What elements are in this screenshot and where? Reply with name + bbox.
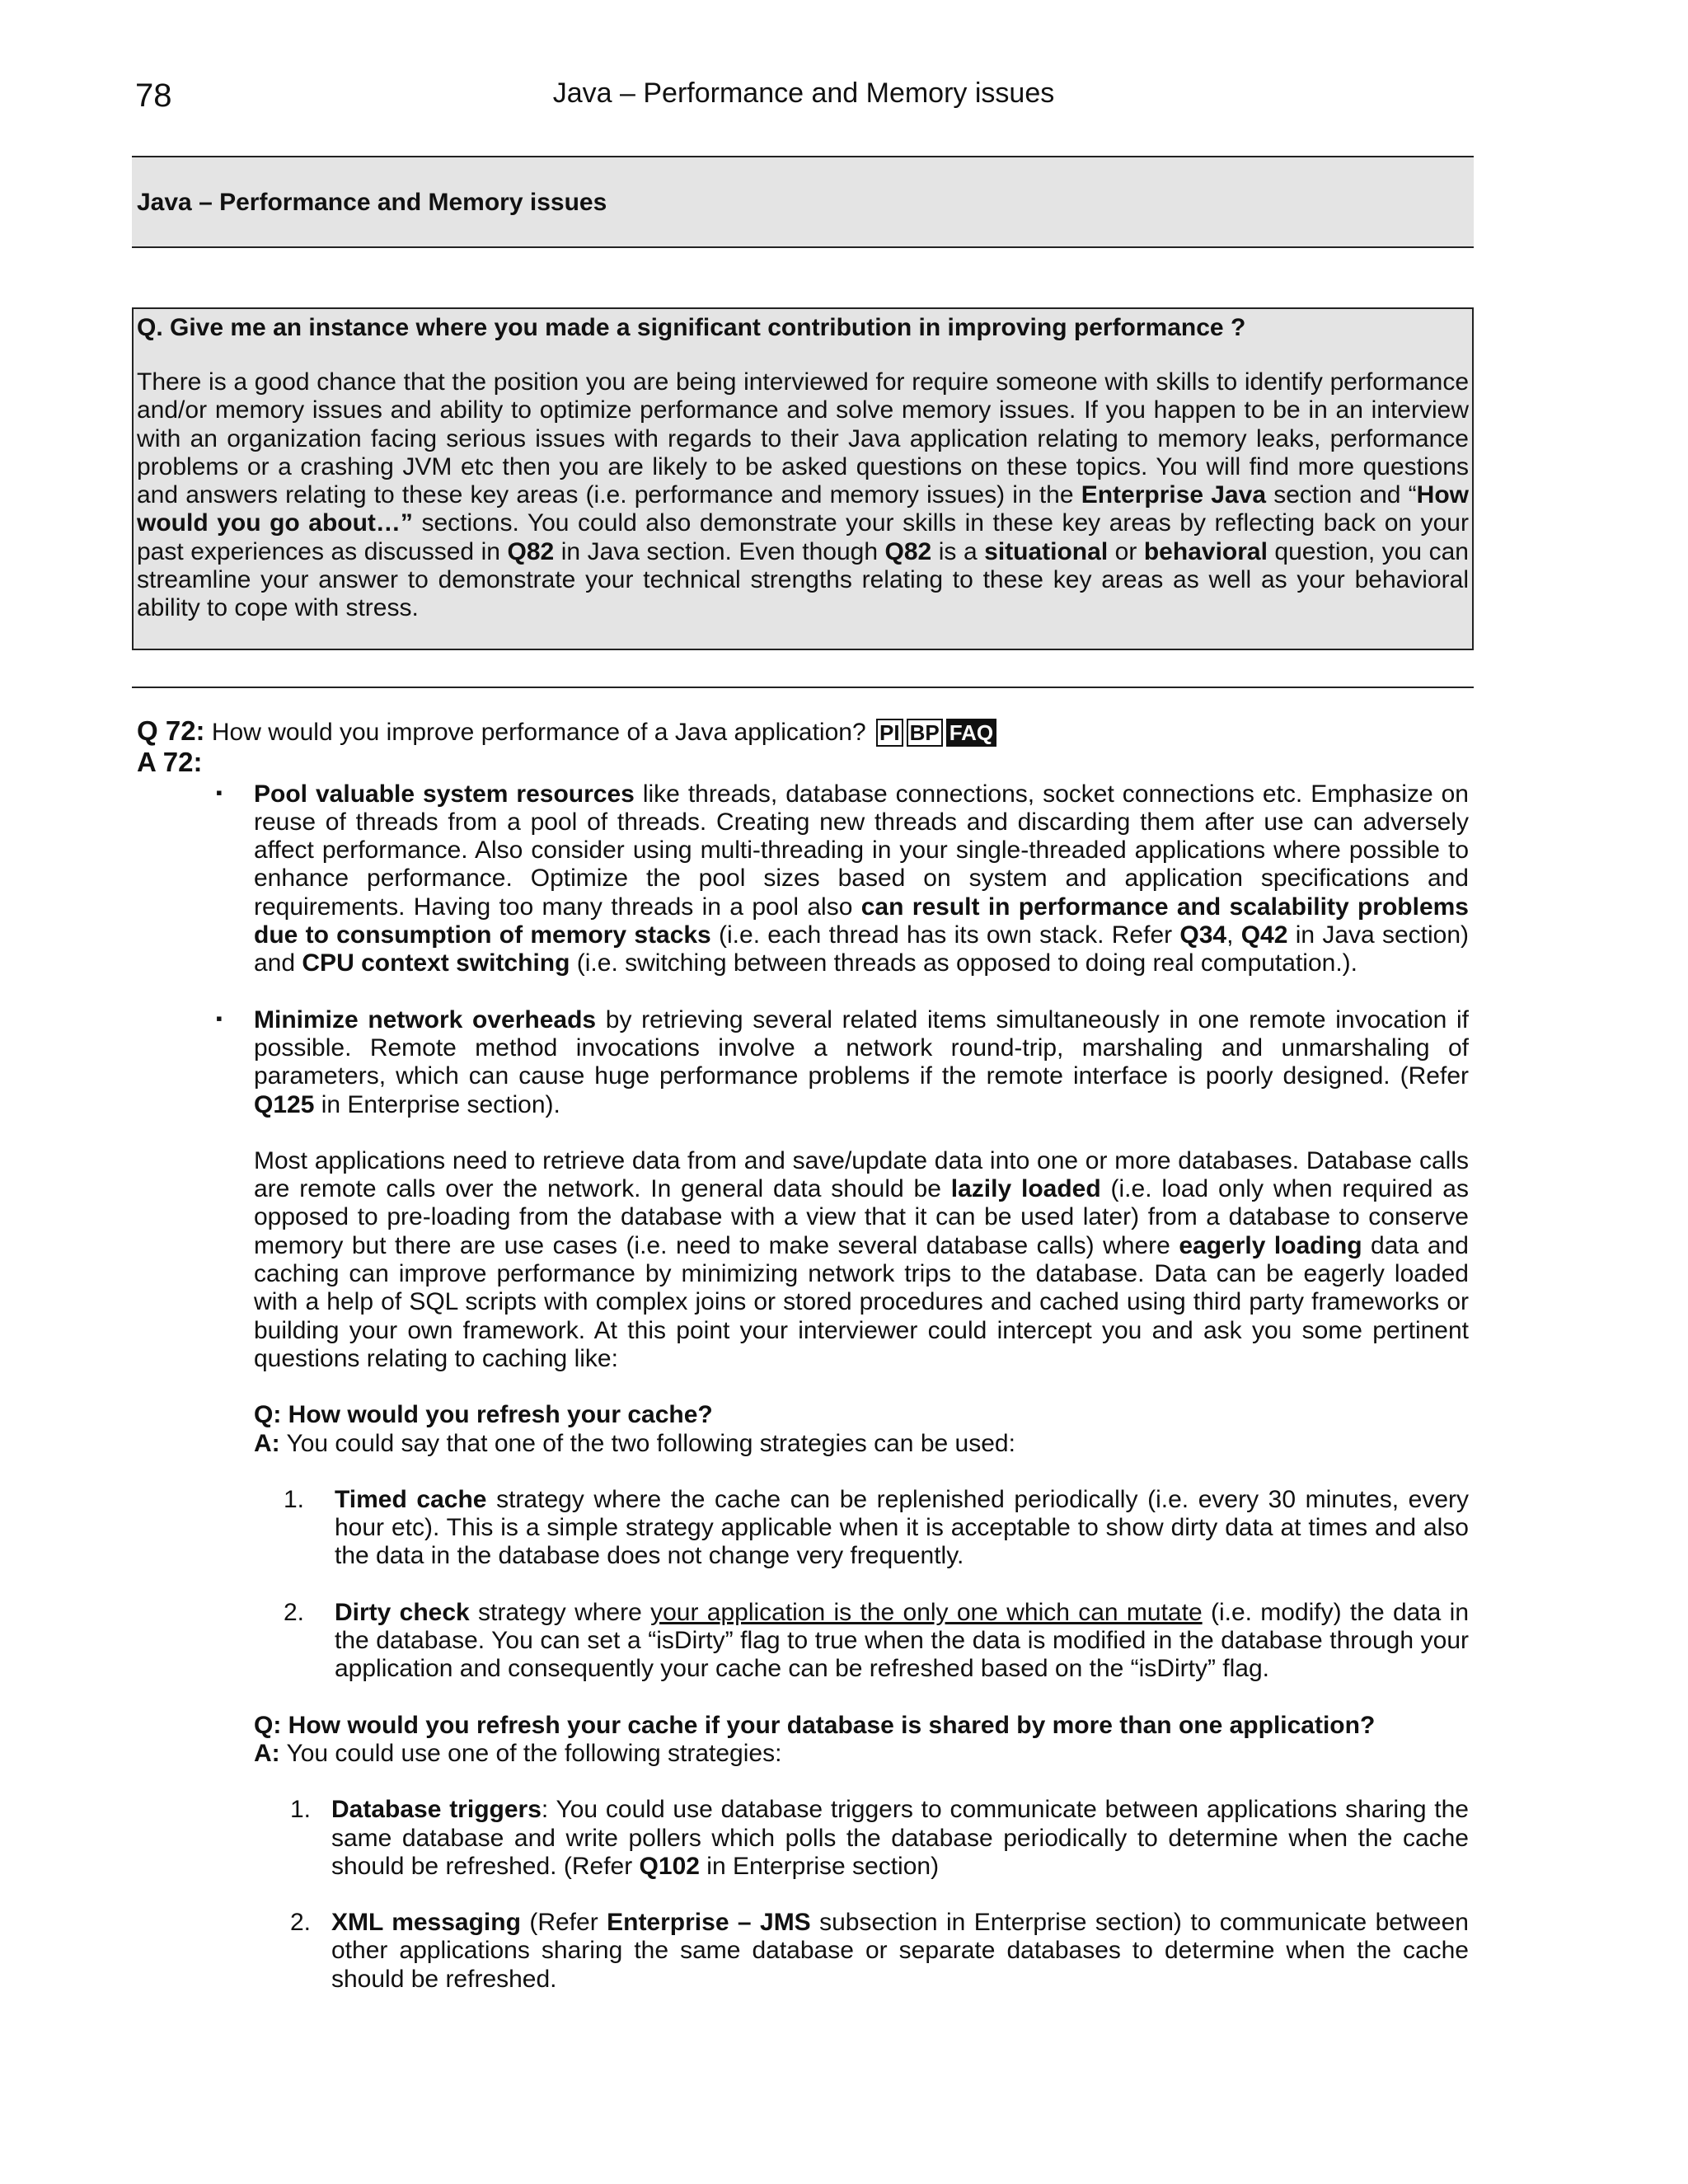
- answer-content: [137, 717, 1480, 1994]
- question-72: [137, 717, 1480, 747]
- tag-pi: PI: [876, 719, 903, 747]
- bullet-icon: ▪: [216, 1007, 223, 1029]
- tag-faq: FAQ: [946, 719, 996, 747]
- section-title: Java – Performance and Memory issues: [137, 189, 607, 216]
- list-item: 1. Timed cache strategy where the cache can be replenished periodically (i.e. every 30 minutes, every hour etc). This is a simple strategy applicable when it is acceptable to show dirty data at times and also the data in the database does not change very frequently.: [284, 1485, 1470, 1570]
- list-item: 2. XML messaging (Refer Enterprise – JMS subsection in Enterprise section) to communicate between other applications sharing the same database or separate databases to determine when the cache should be refreshed.: [290, 1909, 1469, 1993]
- running-header: Java – Performance and Memory issues: [552, 77, 1055, 109]
- bullet-icon: ▪: [216, 781, 223, 803]
- question-text: How would you improve performance of a Java application?: [211, 719, 866, 746]
- section-title-band: [132, 156, 1474, 248]
- page-number: 78: [135, 77, 172, 114]
- question-label: Q 72:: [137, 715, 205, 746]
- answer-label: A 72:: [137, 747, 203, 778]
- divider-rule: [132, 687, 1474, 688]
- list-item: 1. Database triggers: You could use database triggers to communicate between applications sharing the same database and write pollers which polls the database periodically to determine when the cache should be refreshed. (Refer Q102 in Enterprise section): [290, 1796, 1469, 1880]
- intro-paragraph: There is a good chance that the position you are being interviewed for require someone with skills to identify performance and/or memory issues and ability to optimize performance and solve memory issues. If you happen to be in an interview with an organization facing serious issues with regards to their Java application relating to memory leaks, performance problems or a crashing JVM etc then you are likely to be asked questions on these topics. You will find more questions and answers relating to these key areas (i.e. performance and memory issues) in the Enterprise Java section and “How would you go about…” sections. You could also demonstrate your skills in these key areas by reflecting back on your past experiences as discussed in Q82 in Java section. Even though Q82 is a situational or behavioral question, you can streamline your answer to demonstrate your technical strengths relating to these key areas as well as your behavioral ability to cope with stress.: [137, 368, 1469, 622]
- tag-bp: BP: [907, 719, 943, 747]
- intro-box: [132, 307, 1474, 650]
- cache-answer-2: A: You could use one of the following strategies:: [254, 1739, 782, 1767]
- cache-question-1: Q: How would you refresh your cache?: [254, 1401, 713, 1429]
- bullet-pool-resources: ▪ Pool valuable system resources like threads, database connections, socket connections etc. Emphasize on reuse of threads from a pool of threads. Creating new threads and discarding them after use can adversely affect performance. Also consider using multi-threading in your single-threaded applications where possible to enhance performance. Optimize the pool sizes based on system and application specifications and requirements. Having too many threads in a pool also can result in performance and scalability problems due to consumption of memory stacks (i.e. each thread has its own stack. Refer Q34, Q42 in Java section) and CPU context switching (i.e. switching between threads as opposed to doing real computation.).: [216, 780, 1469, 977]
- list-item: 2. Dirty check strategy where your application is the only one which can mutate (i.e. modify) the data in the database. You can set a “isDirty” flag to true when the data is modified in the database through your application and consequently your cache can be refreshed based on the “isDirty” flag.: [284, 1598, 1470, 1683]
- database-paragraph: Most applications need to retrieve data from and save/update data into one or more databases. Database calls are remote calls over the network. In general data should be lazily loaded (i.e. load only when required as opposed to pre-loading from the database with a view that it can be used later) from a database to conserve memory but there are use cases (i.e. need to make several database calls) where eagerly loading data and caching can improve performance by minimizing network trips to the database. Data can be eagerly loaded with a help of SQL scripts with complex joins or stored procedures and cached using third party frameworks or building your own framework. At this point your interviewer could intercept you and ask you some pertinent questions relating to caching like:: [254, 1146, 1469, 1372]
- bullet-network-overheads: ▪ Minimize network overheads by retrieving several related items simultaneously in one remote invocation if possible. Remote method invocations involve a network round-trip, marshaling and unmarshaling of parameters, which can cause huge performance problems if the remote interface is poorly designed. (Refer Q125 in Enterprise section).: [216, 1005, 1469, 1118]
- cache-answer-1: A: You could say that one of the two following strategies can be used:: [254, 1429, 1015, 1457]
- intro-question: Q. Give me an instance where you made a significant contribution in improving performance ?: [137, 314, 1246, 341]
- cache-question-2: Q: How would you refresh your cache if your database is shared by more than one application?: [254, 1711, 1376, 1739]
